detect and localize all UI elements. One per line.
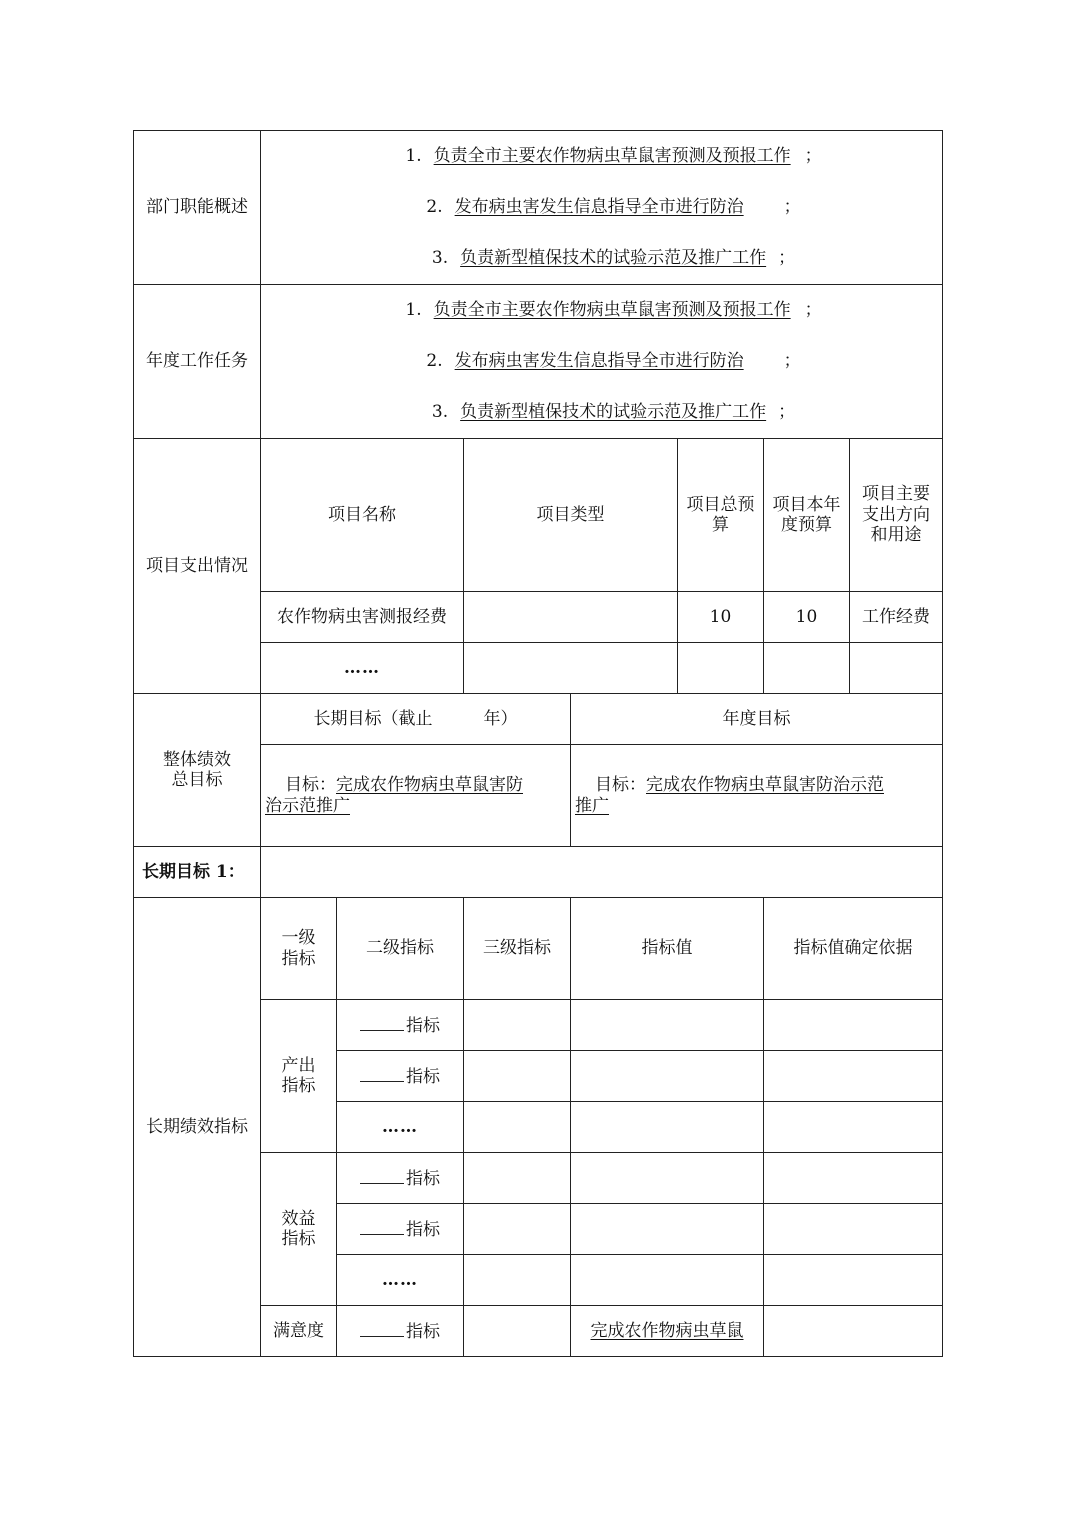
satisfaction-group: 满意度: [261, 1306, 337, 1357]
value-cell: [571, 1255, 764, 1306]
list-item: 2. 发布病虫害发生信息指导全市进行防治 ；: [426, 197, 801, 217]
header-level2: 二级指标: [337, 898, 464, 1000]
annual-goal-text: 目标：完成农作物病虫草鼠害防治示范 推广: [571, 745, 943, 847]
basis-cell: [764, 1255, 943, 1306]
basis-cell: [764, 1000, 943, 1051]
blank-line: [360, 1320, 404, 1337]
blank-line: [360, 1014, 404, 1031]
header-purpose: 项目主要 支出方向 和用途: [850, 439, 943, 592]
dept-functions-list: [261, 131, 943, 285]
level3-cell: [464, 1306, 571, 1357]
year-budget-cell: 10: [764, 592, 850, 643]
total-budget-cell: 10: [678, 592, 764, 643]
long-term-goal-header: 长期目标（截止 年）: [261, 694, 571, 745]
annual-tasks-list: [261, 285, 943, 439]
level2-cell: 指标: [337, 1000, 464, 1051]
level2-cell: ……: [337, 1255, 464, 1306]
purpose-cell: 工作经费: [850, 592, 943, 643]
project-name-cell: ……: [261, 643, 464, 694]
project-spending-label: 项目支出情况: [134, 439, 261, 694]
value-cell: [571, 1102, 764, 1153]
dept-functions-label: 部门职能概述: [134, 131, 261, 285]
project-type-cell: [464, 592, 678, 643]
level3-cell: [464, 1051, 571, 1102]
long-goal-1-row: [134, 847, 943, 898]
long-goal-1-value: [261, 847, 943, 898]
header-level3: 三级指标: [464, 898, 571, 1000]
level3-cell: [464, 1153, 571, 1204]
indicator-header-row: [134, 898, 943, 1000]
overall-goals-label: 整体绩效 总目标: [134, 694, 261, 847]
header-basis: 指标值确定依据: [764, 898, 943, 1000]
list-item: 3. 负责新型植保技术的试验示范及推广工作 ；: [431, 248, 796, 268]
value-cell: [571, 1153, 764, 1204]
header-project-name: 项目名称: [261, 439, 464, 592]
header-project-type: 项目类型: [464, 439, 678, 592]
blank-line: [360, 1167, 404, 1184]
header-level1: 一级 指标: [261, 898, 337, 1000]
level3-cell: [464, 1204, 571, 1255]
list-item: 2. 发布病虫害发生信息指导全市进行防治 ；: [426, 351, 801, 371]
header-value: 指标值: [571, 898, 764, 1000]
year-budget-cell: [764, 643, 850, 694]
list-item: 3. 负责新型植保技术的试验示范及推广工作 ；: [431, 402, 796, 422]
long-goal-1-label: 长期目标 1：: [134, 847, 261, 898]
level3-cell: [464, 1000, 571, 1051]
overall-goals-header-row: [134, 694, 943, 745]
basis-cell: [764, 1051, 943, 1102]
value-cell: [571, 1204, 764, 1255]
list-item: 1. 负责全市主要农作物病虫草鼠害预测及预报工作 ；: [405, 146, 822, 166]
blank-line: [360, 1065, 404, 1082]
value-cell: 完成农作物病虫草鼠: [571, 1306, 764, 1357]
annual-goal-header: 年度目标: [571, 694, 943, 745]
annual-tasks-label: 年度工作任务: [134, 285, 261, 439]
basis-cell: [764, 1102, 943, 1153]
purpose-cell: [850, 643, 943, 694]
project-type-cell: [464, 643, 678, 694]
benefit-indicator-group: 效益 指标: [261, 1153, 337, 1306]
level2-cell: 指标: [337, 1153, 464, 1204]
level2-cell: 指标: [337, 1051, 464, 1102]
budget-performance-table: [133, 130, 943, 1357]
header-total-budget: 项目总预 算: [678, 439, 764, 592]
list-item: 1. 负责全市主要农作物病虫草鼠害预测及预报工作 ；: [405, 300, 822, 320]
level3-cell: [464, 1102, 571, 1153]
blank-line: [360, 1218, 404, 1235]
long-term-goal-text: 目标：完成农作物病虫草鼠害防 治示范推广: [261, 745, 571, 847]
header-year-budget: 项目本年 度预算: [764, 439, 850, 592]
value-cell: [571, 1000, 764, 1051]
project-header-row: [134, 439, 943, 592]
long-indicators-label: 长期绩效指标: [134, 898, 261, 1357]
level2-cell: 指标: [337, 1204, 464, 1255]
performance-form: [133, 130, 942, 1357]
value-cell: [571, 1051, 764, 1102]
level3-cell: [464, 1255, 571, 1306]
output-indicator-group: 产出 指标: [261, 1000, 337, 1153]
basis-cell: [764, 1204, 943, 1255]
basis-cell: [764, 1153, 943, 1204]
total-budget-cell: [678, 643, 764, 694]
basis-cell: [764, 1306, 943, 1357]
level2-cell: 指标: [337, 1306, 464, 1357]
dept-functions-row: [134, 131, 943, 285]
annual-tasks-row: [134, 285, 943, 439]
level2-cell: ……: [337, 1102, 464, 1153]
project-name-cell: 农作物病虫害测报经费: [261, 592, 464, 643]
